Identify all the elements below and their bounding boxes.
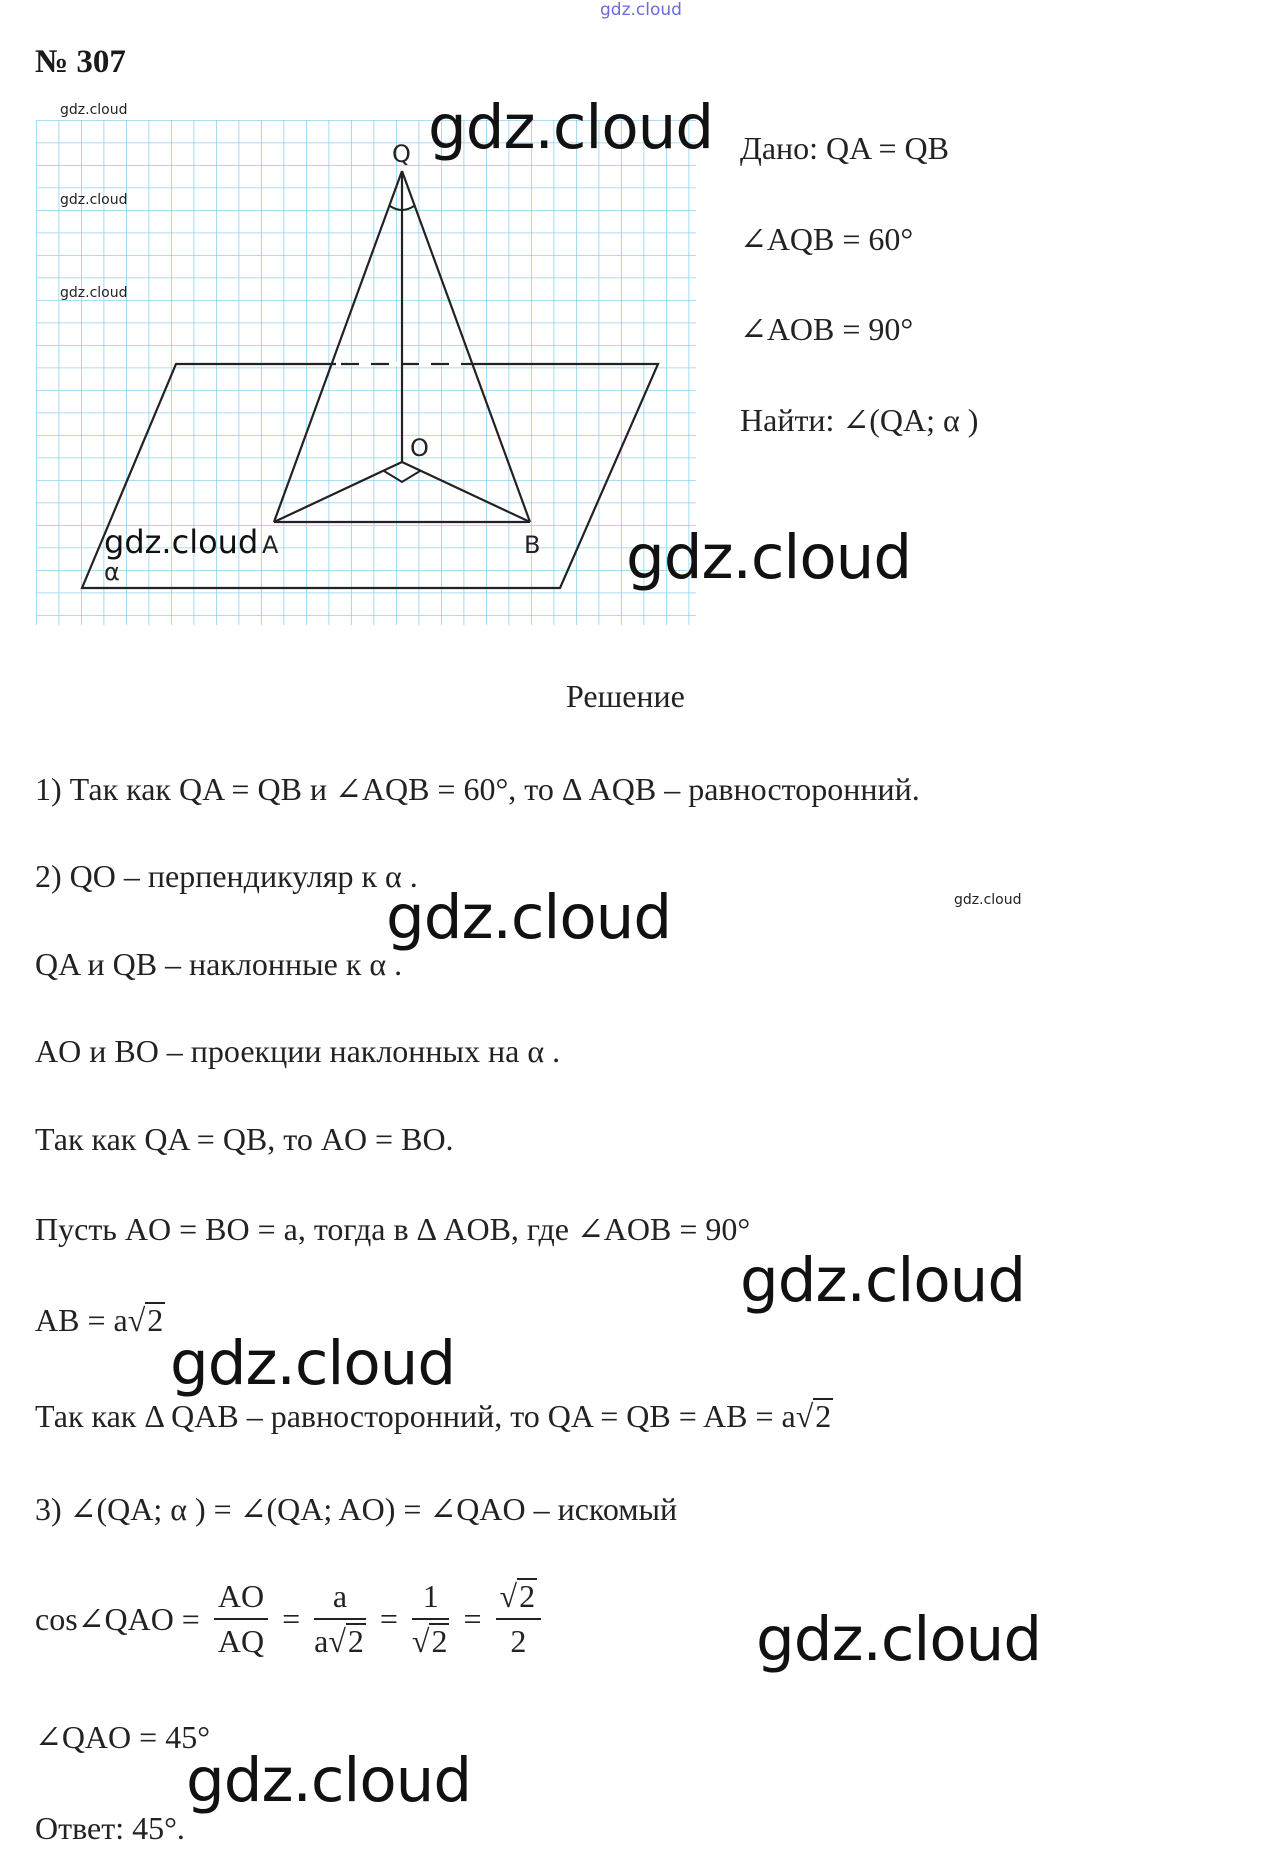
watermark-big-2: gdz.cloud <box>626 522 912 593</box>
watermark-small-4: gdz.cloud <box>954 892 1022 908</box>
equals-2: = <box>379 1600 398 1637</box>
diagram-small-watermark-1: gdz.cloud <box>60 102 128 118</box>
cosine-formula <box>35 1578 547 1660</box>
label-q: Q <box>392 140 411 168</box>
label-b: B <box>524 531 541 559</box>
watermark-big-3: gdz.cloud <box>386 882 672 953</box>
given-angle-aob: ∠AOB = 90° <box>740 311 914 347</box>
cos-prefix: cos∠QAO = <box>35 1601 200 1637</box>
result-angle: ∠QAO = 45° <box>35 1719 210 1755</box>
watermark-big-5: gdz.cloud <box>170 1328 456 1399</box>
solution-step-equilateral <box>35 1398 833 1435</box>
watermark-big-4: gdz.cloud <box>740 1245 1026 1316</box>
solution-step-ab <box>35 1302 165 1339</box>
equilateral-prefix: Так как Δ QAB – равносторонний, то QA = QB = AB = a <box>35 1398 796 1434</box>
sqrt-2: √2 <box>127 1302 164 1338</box>
equals-1: = <box>282 1600 301 1637</box>
sqrt-2: √2 <box>795 1398 832 1434</box>
find-angle: Найти: ∠(QA; α ) <box>740 402 979 438</box>
solution-step-6: Пусть AO = BO = a, тогда в Δ AOB, где ∠AOB = 90° <box>35 1211 751 1247</box>
fraction-ao-aq: $\frac{AO}{AQ}$ <box>214 1578 268 1660</box>
problem-number: № 307 <box>35 44 126 80</box>
fraction-1-sqrt2: $\frac{1}{√2}$ <box>411 1578 448 1659</box>
solution-heading: Решение <box>566 678 685 714</box>
fraction-a-asqrt2: $\frac{a}{a√2}$ <box>314 1578 364 1659</box>
ab-prefix: AB = a <box>35 1302 128 1338</box>
watermark-big-7: gdz.cloud <box>186 1745 472 1816</box>
solution-step-2: 2) QO – перпендикуляр к α . <box>35 858 418 894</box>
diagram-small-watermark-2: gdz.cloud <box>60 192 128 208</box>
watermark-big-6: gdz.cloud <box>756 1604 1042 1675</box>
equals-3: = <box>463 1600 482 1637</box>
given-angle-aqb: ∠AQB = 60° <box>740 221 914 257</box>
label-o: O <box>410 434 429 462</box>
solution-step-3-angle: 3) ∠(QA; α ) = ∠(QA; AO) = ∠QAO – искомый <box>35 1491 678 1527</box>
label-a: A <box>262 531 279 559</box>
solution-step-4: AO и BO – проекции наклонных на α . <box>35 1033 561 1069</box>
solution-step-3: QA и QB – наклонные к α . <box>35 946 403 982</box>
answer: Ответ: 45°. <box>35 1810 185 1846</box>
fraction-sqrt2-2: $\frac{√2}{2}$ <box>496 1578 542 1660</box>
solution-step-5: Так как QA = QB, то AO = BO. <box>35 1121 454 1157</box>
diagram-small-watermark-3: gdz.cloud <box>60 285 128 301</box>
watermark-big-1: gdz.cloud <box>428 92 714 163</box>
top-watermark: gdz.cloud <box>600 0 682 20</box>
solution-step-1: 1) Так как QA = QB и ∠AQB = 60°, то Δ AQB – равносторонний. <box>35 771 920 807</box>
label-alpha: α <box>104 558 120 586</box>
diagram-watermark: gdz.cloud <box>104 523 259 561</box>
geometry-diagram <box>36 102 696 630</box>
given-equal-sides: Дано: QA = QB <box>740 130 949 166</box>
